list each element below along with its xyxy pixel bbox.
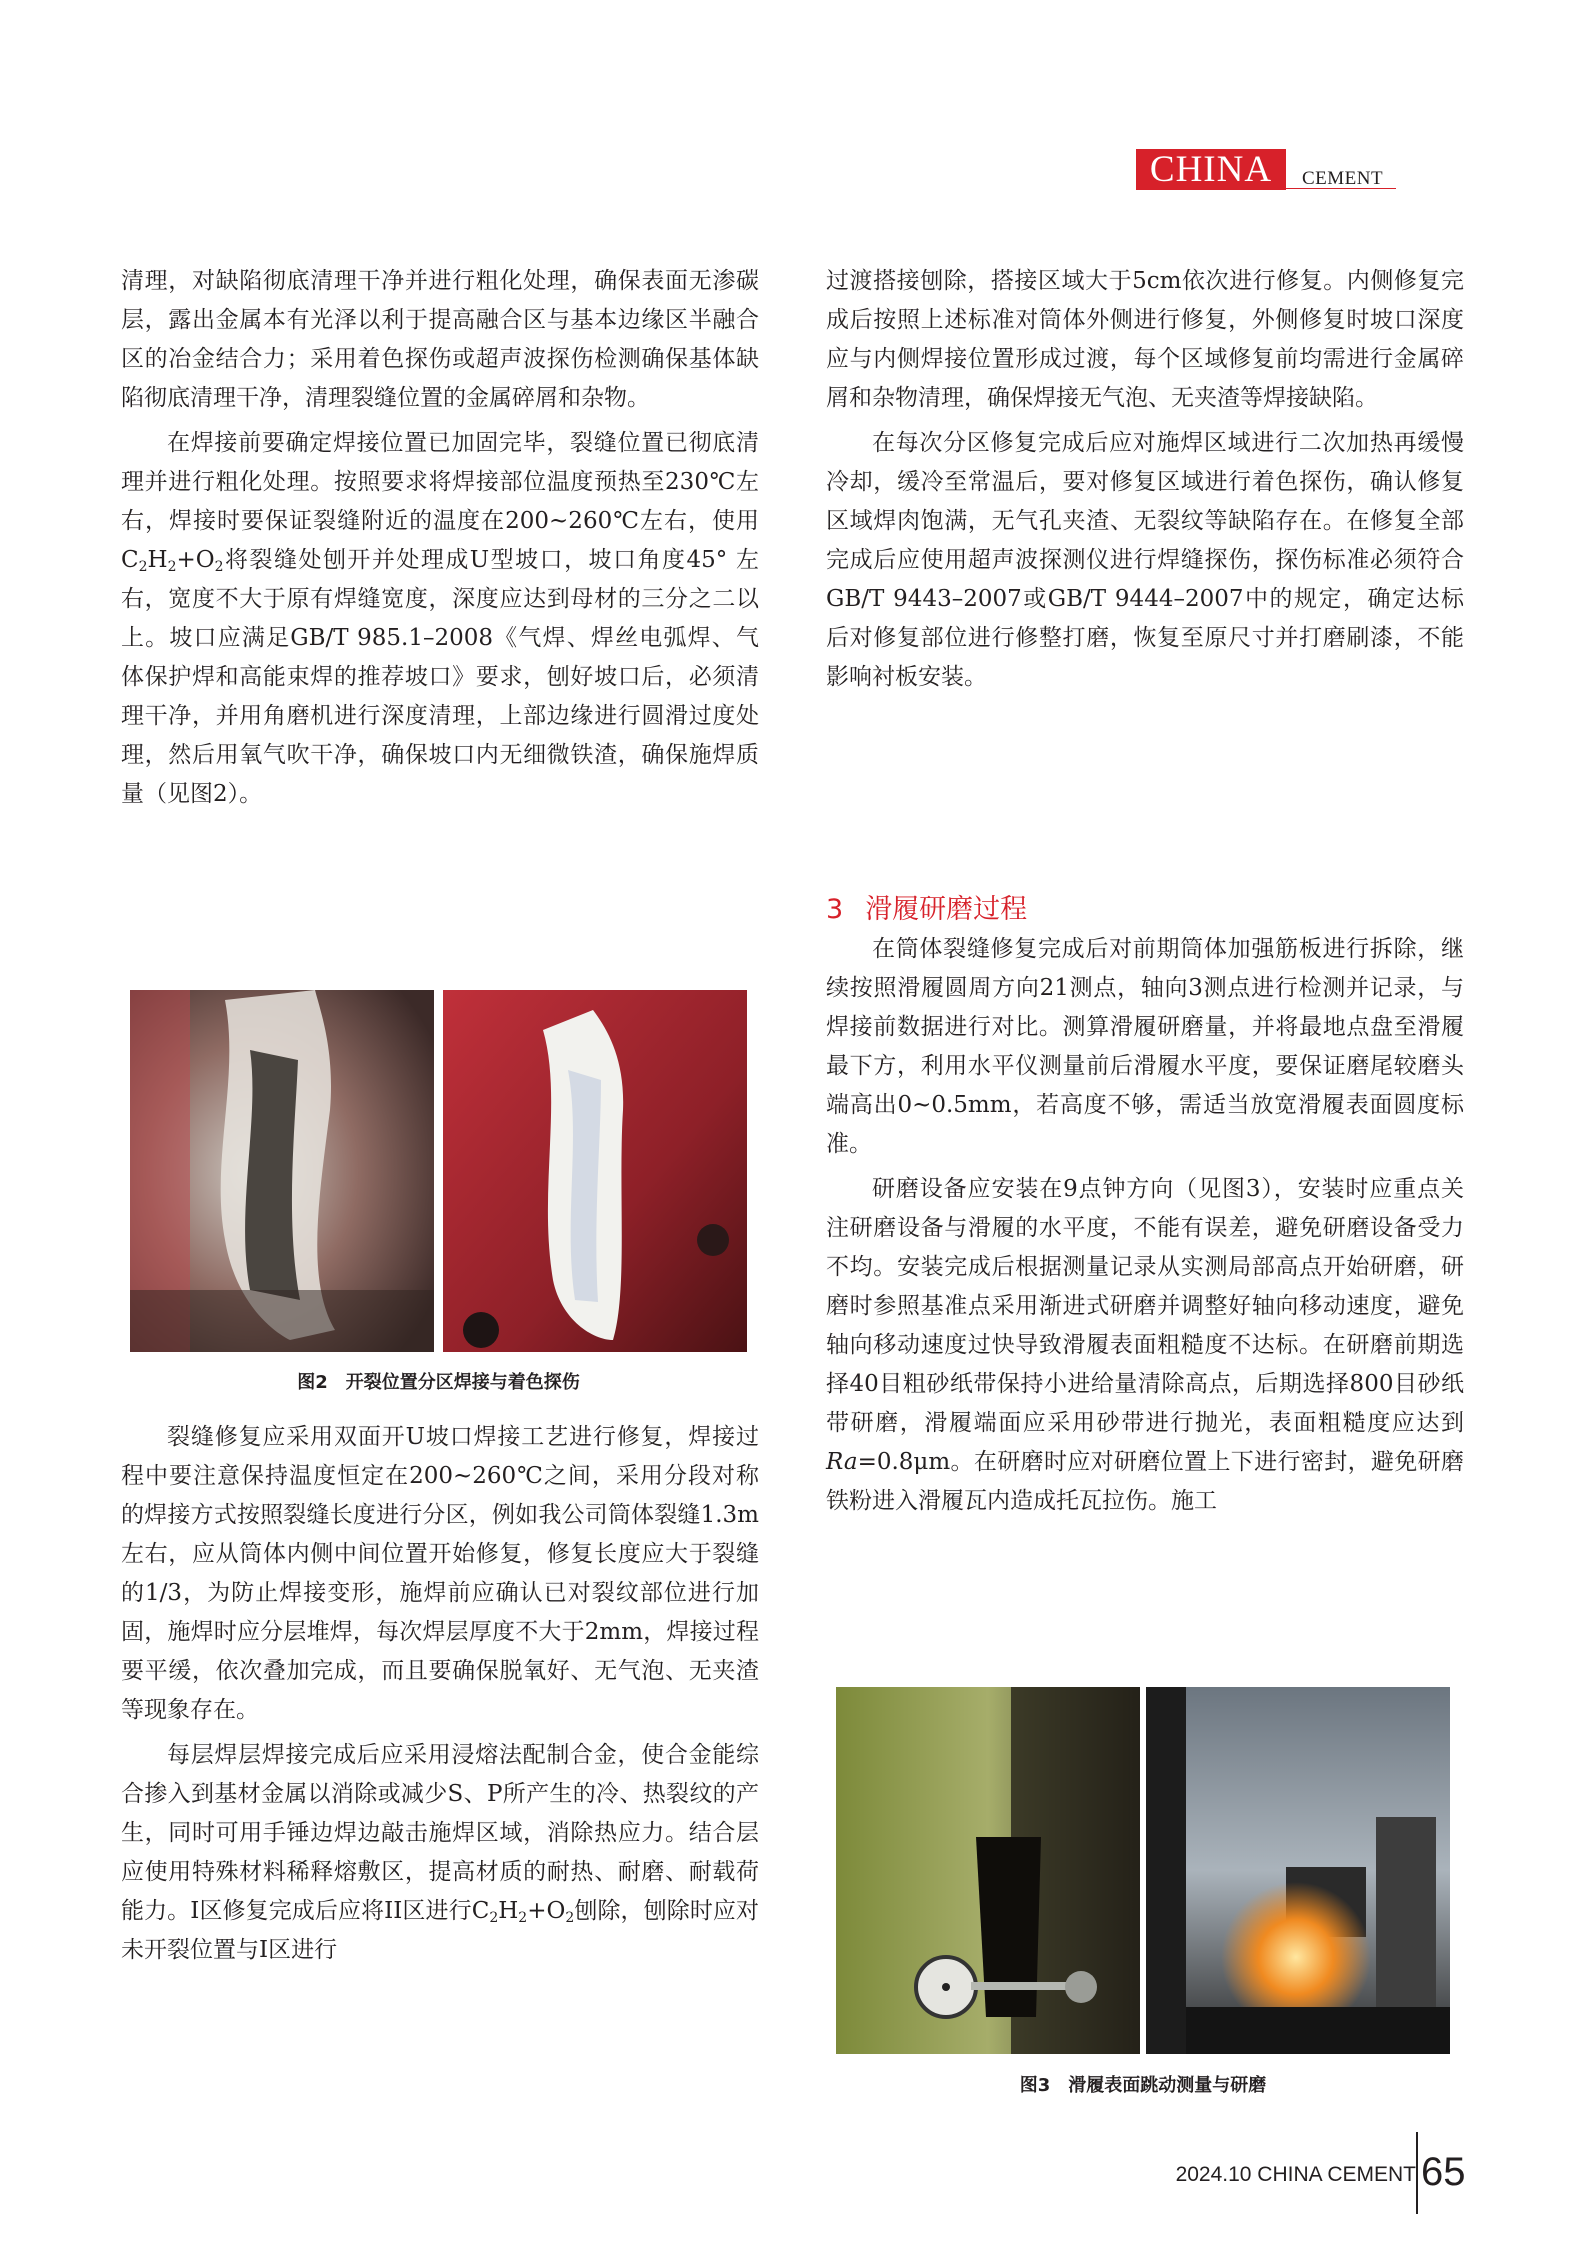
right-column-top bbox=[826, 262, 1464, 697]
figure3-photo-measurement bbox=[836, 1687, 1140, 2054]
paragraph: 清理，对缺陷彻底清理干净并进行粗化处理，确保表面无渗碳层，露出金属本有光泽以利于提高融合区与基本边缘区半融合区的冶金结合力；采用着色探伤或超声波探伤检测确保基体缺陷彻底清理干净，清理裂缝位置的金属碎屑和杂物。 bbox=[121, 268, 759, 411]
figure3-photo-grinding bbox=[1146, 1687, 1450, 2054]
paragraph: 在每次分区修复完成后应对施焊区域进行二次加热再缓慢冷却，缓冷至常温后，要对修复区域进行着色探伤，确认修复区域焊肉饱满，无气孔夹渣、无裂纹等缺陷存在。在修复全部完成后应使用超声波探测仪进行焊缝探伤，探伤标准必须符合GB/T 9443–2007或GB/T 9444–2007中的规定，确定达标后对修复部位进行修整打磨，恢复至原尺寸并打磨刷漆，不能影响衬板安装。 bbox=[826, 430, 1464, 690]
footer-divider bbox=[1416, 2132, 1418, 2214]
paragraph: 过渡搭接刨除，搭接区域大于5cm依次进行修复。内侧修复完成后按照上述标准对筒体外侧进行修复，外侧修复时坡口深度应与内侧焊接位置形成过渡，每个区域修复前均需进行金属碎屑和杂物清理，确保焊接无气泡、无夹渣等焊接缺陷。 bbox=[826, 268, 1464, 411]
paragraph: 裂缝修复应采用双面开U坡口焊接工艺进行修复，焊接过程中要注意保持温度恒定在200~260℃之间，采用分段对称的焊接方式按照裂缝长度进行分区，例如我公司筒体裂缝1.3m左右，应从筒体内侧中间位置开始修复，修复长度应大于裂缝的1/3，为防止焊接变形，施焊前应确认已对裂纹部位进行加固，施焊时应分层堆焊，每次焊层厚度不大于2mm，焊接过程要平缓，依次叠加完成，而且要确保脱氧好、无气泡、无夹渣等现象存在。 bbox=[121, 1424, 759, 1723]
section-number: 3 bbox=[826, 894, 844, 925]
paragraph: 在焊接前要确定焊接位置已加固完毕，裂缝位置已彻底清理并进行粗化处理。按照要求将焊接部位温度预热至230℃左右，焊接时要保证裂缝附近的温度在200~260℃左右，使用$C_2H_2+O_2$将裂缝处刨开并处理成U型坡口，坡口角度45° 左右，宽度不大于原有焊缝宽度，深度应达到母材的三分之二以上。坡口应满足GB/T 985.1–2008《气焊、焊丝电弧焊、气体保护焊和高能束焊的推荐坡口》要求，刨好坡口后，必须清理干净，并用角磨机进行深度清理，上部边缘进行圆滑过度处理，然后用氧气吹干净，确保坡口内无细微铁渣，确保施焊质量（见图2）。 bbox=[121, 430, 759, 807]
paragraph: 每层焊层焊接完成后应采用浸熔法配制合金，使合金能综合掺入到基材金属以消除或减少S、P所产生的冷、热裂纹的产生，同时可用手锤边焊边敲击施焊区域，消除热应力。结合层应使用特殊材料稀释熔敷区，提高材质的耐热、耐磨、耐载荷能力。I区修复完成后应将II区进行$C_2H_2+O_2$刨除，刨除时应对未开裂位置与I区进行 bbox=[121, 1742, 760, 1963]
paragraph: 在筒体裂缝修复完成后对前期筒体加强筋板进行拆除，继续按照滑履圆周方向21测点，轴向3测点进行检测并记录，与焊接前数据进行对比。测算滑履研磨量，并将最地点盘至滑履最下方，利用水平仪测量前后滑履水平度，要保证磨尾较磨头端高出0~0.5mm，若高度不够，需适当放宽滑履表面圆度标准。 bbox=[826, 936, 1464, 1157]
section-title: 滑履研磨过程 bbox=[865, 894, 1028, 925]
footer-issue: 2024.10 CHINA CEMENT bbox=[1175, 2163, 1416, 2186]
left-column-bottom bbox=[121, 1418, 759, 1970]
figure3-caption: 图3 滑履表面跳动测量与研磨 bbox=[1019, 2075, 1267, 2096]
paragraph: 研磨设备应安装在9点钟方向（见图3），安装时应重点关注研磨设备与滑履的水平度，不能有误差，避免研磨设备受力不均。安装完成后根据测量记录从实测局部高点开始研磨，研磨时参照基准点采用渐进式研磨并调整好轴向移动速度，避免轴向移动速度过快导致滑履表面粗糙度不达标。在研磨前期选择40目粗砂纸带保持小进给量清除高点，后期选择800目砂纸带研磨，滑履端面应采用砂带进行抛光，表面粗糙度应达到Ra=0.8μm。在研磨时应对研磨位置上下进行密封，避免研磨铁粉进入滑履瓦内造成托瓦拉伤。施工 bbox=[826, 1176, 1464, 1514]
section-heading bbox=[826, 893, 1027, 927]
page-number: 65 bbox=[1421, 2150, 1466, 2194]
journal-logo-china: CHINA bbox=[1136, 149, 1286, 190]
right-column-middle bbox=[826, 930, 1464, 1521]
figure2-caption: 图2 开裂位置分区焊接与着色探伤 bbox=[297, 1372, 580, 1393]
figure2-photo-weld bbox=[130, 990, 434, 1352]
journal-logo-cement: CEMENT bbox=[1302, 168, 1384, 189]
left-column-top bbox=[121, 262, 759, 814]
figure2-photo-dye-test bbox=[443, 990, 747, 1352]
